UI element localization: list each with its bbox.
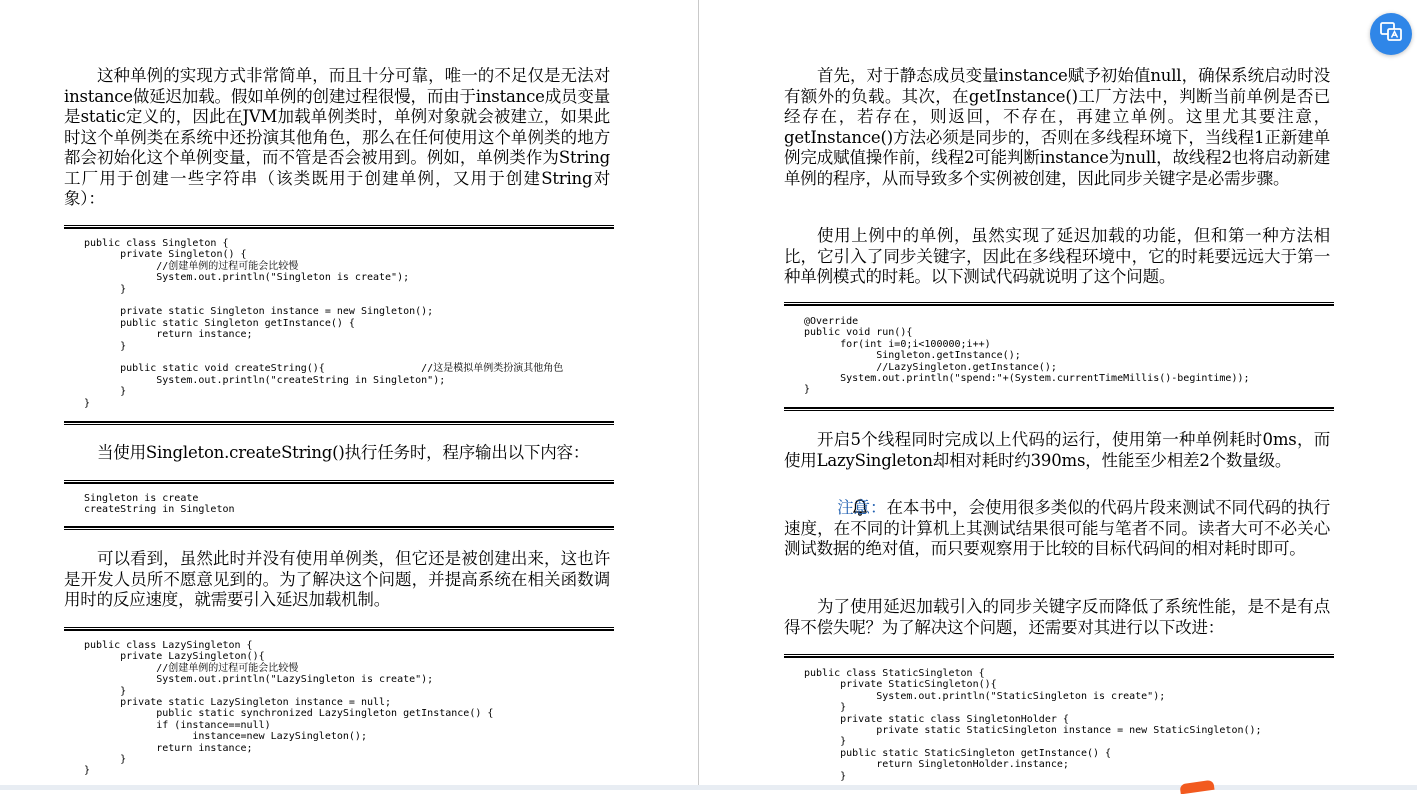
output-rule-bottom bbox=[64, 529, 614, 530]
test-rule-bottom bbox=[784, 410, 1334, 411]
paragraph-improve: 为了使用延迟加载引入的同步关键字反而降低了系统性能，是不是有点得不偿失呢？为了解决这个问题，还需要对其进行以下改进： bbox=[784, 597, 1330, 637]
paragraph-singleton-intro: 这种单例的实现方式非常简单，而且十分可靠，唯一的不足仅是无法对instance做延迟加载。假如单例的创建过程很慢，而由于instance成员变量是static定义的，因此在JVM加载单例类时，单例对象就会被建立，如果此时这个单例类在系统中还扮演其他角色，那么在任何使用这个单例类的地方都会初始化这个单例变量，而不管是否会被用到。例如，单例类作为String工厂用于创建一些字符串（该类既用于创建单例，又用于创建String对象）： bbox=[64, 66, 610, 208]
paragraph-create-string: 当使用Singleton.createString()执行任务时，程序输出以下内容： bbox=[97, 443, 590, 462]
code-rule-top bbox=[64, 225, 614, 226]
translate-button[interactable] bbox=[1370, 13, 1412, 55]
code-block-output: Singleton is create createString in Singleton bbox=[84, 493, 235, 516]
left-page bbox=[0, 0, 698, 790]
page-gutter bbox=[698, 0, 699, 790]
test-rule-bottom-thick bbox=[784, 407, 1334, 409]
note-label: 注意： bbox=[837, 498, 887, 517]
code-block-test: @Override public void run(){ for(int i=0;i<100000;i++) Singleton.getInstance(); //LazySingleton.getInstance(); System.out.println("spend:"+(System.currentTimeMillis()-begintime)); } bbox=[804, 316, 1250, 396]
code-block-static-singleton: public class StaticSingleton { private StaticSingleton(){ System.out.println("StaticSingleton is create"); } private static class SingletonHolder { private static StaticSingleton instance = new StaticSingleton(); } public static StaticSingleton getInstance() { return SingletonHolder.instance; } bbox=[804, 668, 1262, 782]
right-page bbox=[700, 0, 1417, 790]
output-rule-bottom-thick bbox=[64, 526, 614, 528]
code-rule-bottom-thick bbox=[64, 421, 614, 423]
translate-icon bbox=[1379, 21, 1403, 47]
paragraph-lazy-explain: 首先，对于静态成员变量instance赋予初始值null，确保系统启动时没有额外的负载。其次，在getInstance()工厂方法中，判断当前单例是否已经存在，若存在，则返回，不存在，再建立单例。这里尤其要注意，getInstance()方法必须是同步的，否则在多线程环境下，当线程1正新建单例完成赋值操作前，线程2可能判断instance为null，故线程2也将启动新建单例的程序，从而导致多个实例被创建，因此同步关键字是必需步骤。 bbox=[784, 66, 1330, 188]
code-rule-bottom bbox=[64, 424, 614, 425]
paragraph-sync-cost: 使用上例中的单例，虽然实现了延迟加载的功能，但和第一种方法相比，它引入了同步关键字，因此在多线程环境中，它的时耗要远远大于第一种单例模式的时耗。以下测试代码就说明了这个问题。 bbox=[784, 226, 1330, 286]
test-rule-top-thick bbox=[784, 304, 1334, 306]
bell-icon bbox=[817, 498, 837, 516]
lazy-rule-top-thick bbox=[64, 629, 614, 631]
note-paragraph bbox=[784, 498, 1330, 560]
paragraph-timing: 开启5个线程同时完成以上代码的运行，使用第一种单例耗时0ms，而使用LazySingleton却相对耗时约390ms，性能至少相差2个数量级。 bbox=[784, 430, 1330, 470]
code-block-lazy-singleton: public class LazySingleton { private LazySingleton(){ //创建单例的过程可能会比较慢 System.out.println("LazySingleton is create"); } private static LazySingleton instance = null; public static synchronized LazySingleton getInstance() { if (instance==null) instance=new LazySingleton(); return instance; } } bbox=[84, 640, 494, 777]
output-rule-top bbox=[64, 480, 614, 481]
test-rule-top bbox=[784, 302, 1334, 303]
paragraph-lazy-intro: 可以看到，虽然此时并没有使用单例类，但它还是被创建出来，这也许是开发人员所不愿意见到的。为了解决这个问题，并提高系统在相关函数调用时的反应速度，就需要引入延迟加载机制。 bbox=[64, 549, 610, 609]
static-rule-top-thick bbox=[784, 656, 1334, 658]
output-rule-top-thick bbox=[64, 482, 614, 484]
lazy-rule-top bbox=[64, 627, 614, 628]
code-block-singleton: public class Singleton { private Singleton() { //创建单例的过程可能会比较慢 System.out.println("Singleton is create"); } private static Singleton instance = new Singleton(); public static Singleton getInstance() { return instance; } public static void createString(){ //这是模拟单例类扮演其他角色 System.out.println("createString in Singleton"); } } bbox=[84, 238, 564, 409]
code-rule-top-thick bbox=[64, 227, 614, 229]
static-rule-top bbox=[784, 654, 1334, 655]
note-text: 在本书中，会使用很多类似的代码片段来测试不同代码的执行速度，在不同的计算机上其测试结果很可能与笔者不同。读者大可不必关心测试数据的绝对值，而只要观察用于比较的目标代码间的相对耗时即可。 bbox=[784, 498, 1330, 558]
